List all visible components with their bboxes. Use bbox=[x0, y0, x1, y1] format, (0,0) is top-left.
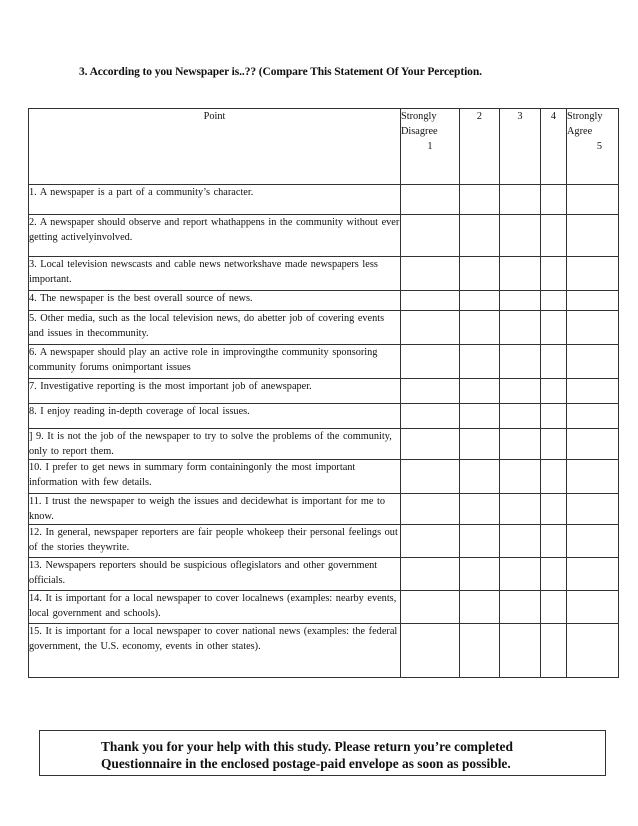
rating-cell-2[interactable] bbox=[460, 311, 500, 345]
rating-cell-2[interactable] bbox=[460, 379, 500, 404]
thank-you-box bbox=[39, 730, 606, 776]
header-sa-line2: Agree bbox=[567, 126, 593, 137]
table-row bbox=[29, 185, 619, 215]
statement-cell: 13. Newspapers reporters should be suspicious oflegislators and other government officials. bbox=[29, 558, 401, 591]
rating-cell-2[interactable] bbox=[460, 494, 500, 525]
rating-cell-2[interactable] bbox=[460, 404, 500, 429]
table-row bbox=[29, 379, 619, 404]
statement-cell: 4. The newspaper is the best overall source of news. bbox=[29, 291, 401, 311]
table-row bbox=[29, 404, 619, 429]
rating-cell-2[interactable] bbox=[460, 291, 500, 311]
rating-cell-1[interactable] bbox=[401, 558, 460, 591]
rating-cell-3[interactable] bbox=[500, 460, 541, 494]
rating-cell-4[interactable] bbox=[541, 558, 567, 591]
perception-table bbox=[28, 108, 619, 678]
rating-cell-4[interactable] bbox=[541, 311, 567, 345]
table-row bbox=[29, 215, 619, 257]
rating-cell-1[interactable] bbox=[401, 591, 460, 624]
statement-cell: 3. Local television newscasts and cable news networkshave made newspapers less important. bbox=[29, 257, 401, 291]
rating-cell-4[interactable] bbox=[541, 591, 567, 624]
statement-cell: 14. It is important for a local newspaper to cover localnews (examples: nearby events, local government and schools). bbox=[29, 591, 401, 624]
header-col-4: 4 bbox=[541, 109, 567, 185]
statement-cell: 1. A newspaper is a part of a community’s character. bbox=[29, 185, 401, 215]
table-row bbox=[29, 624, 619, 678]
rating-cell-1[interactable] bbox=[401, 460, 460, 494]
rating-cell-5[interactable] bbox=[567, 185, 619, 215]
rating-cell-5[interactable] bbox=[567, 215, 619, 257]
rating-cell-4[interactable] bbox=[541, 404, 567, 429]
rating-cell-4[interactable] bbox=[541, 257, 567, 291]
rating-cell-2[interactable] bbox=[460, 345, 500, 379]
rating-cell-3[interactable] bbox=[500, 429, 541, 460]
rating-cell-2[interactable] bbox=[460, 185, 500, 215]
rating-cell-1[interactable] bbox=[401, 379, 460, 404]
rating-cell-3[interactable] bbox=[500, 185, 541, 215]
rating-cell-5[interactable] bbox=[567, 257, 619, 291]
table-header-row bbox=[29, 109, 619, 185]
rating-cell-2[interactable] bbox=[460, 624, 500, 678]
rating-cell-2[interactable] bbox=[460, 257, 500, 291]
rating-cell-3[interactable] bbox=[500, 291, 541, 311]
header-col-2: 2 bbox=[460, 109, 500, 185]
rating-cell-1[interactable] bbox=[401, 624, 460, 678]
header-point: Point bbox=[29, 109, 401, 185]
rating-cell-1[interactable] bbox=[401, 185, 460, 215]
statement-cell: 5. Other media, such as the local television news, do abetter job of covering events and issues in thecommunity. bbox=[29, 311, 401, 345]
table-row bbox=[29, 525, 619, 558]
rating-cell-4[interactable] bbox=[541, 624, 567, 678]
rating-cell-3[interactable] bbox=[500, 404, 541, 429]
rating-cell-5[interactable] bbox=[567, 460, 619, 494]
rating-cell-2[interactable] bbox=[460, 460, 500, 494]
rating-cell-4[interactable] bbox=[541, 185, 567, 215]
statement-cell: 15. It is important for a local newspaper to cover national news (examples: the federal government, the U.S. economy, events in other states). bbox=[29, 624, 401, 678]
rating-cell-1[interactable] bbox=[401, 291, 460, 311]
rating-cell-3[interactable] bbox=[500, 379, 541, 404]
rating-cell-3[interactable] bbox=[500, 345, 541, 379]
rating-cell-2[interactable] bbox=[460, 429, 500, 460]
table-row bbox=[29, 257, 619, 291]
rating-cell-5[interactable] bbox=[567, 591, 619, 624]
rating-cell-5[interactable] bbox=[567, 429, 619, 460]
rating-cell-1[interactable] bbox=[401, 215, 460, 257]
thank-you-line2: Questionnaire in the enclosed postage-paid envelope as soon as possible. bbox=[101, 756, 511, 771]
rating-cell-5[interactable] bbox=[567, 291, 619, 311]
rating-cell-2[interactable] bbox=[460, 558, 500, 591]
rating-cell-1[interactable] bbox=[401, 494, 460, 525]
rating-cell-4[interactable] bbox=[541, 379, 567, 404]
rating-cell-3[interactable] bbox=[500, 591, 541, 624]
statement-cell: 7. Investigative reporting is the most important job of anewspaper. bbox=[29, 379, 401, 404]
header-col-3: 3 bbox=[500, 109, 541, 185]
table-row bbox=[29, 291, 619, 311]
rating-cell-5[interactable] bbox=[567, 624, 619, 678]
rating-cell-5[interactable] bbox=[567, 404, 619, 429]
rating-cell-3[interactable] bbox=[500, 624, 541, 678]
rating-cell-4[interactable] bbox=[541, 291, 567, 311]
header-sa-num: 5 bbox=[596, 141, 602, 152]
rating-cell-1[interactable] bbox=[401, 525, 460, 558]
statement-cell: 12. In general, newspaper reporters are fair people whokeep their personal feelings out of the stories theywrite. bbox=[29, 525, 401, 558]
rating-cell-5[interactable] bbox=[567, 494, 619, 525]
rating-cell-2[interactable] bbox=[460, 215, 500, 257]
rating-cell-4[interactable] bbox=[541, 429, 567, 460]
rating-cell-5[interactable] bbox=[567, 345, 619, 379]
rating-cell-5[interactable] bbox=[567, 558, 619, 591]
rating-cell-1[interactable] bbox=[401, 311, 460, 345]
statement-cell: 11. I trust the newspaper to weigh the issues and decidewhat is important for me to know. bbox=[29, 494, 401, 525]
header-strongly-agree bbox=[567, 109, 619, 185]
table-row bbox=[29, 345, 619, 379]
statement-cell: 6. A newspaper should play an active role in improvingthe community sponsoring community forums onimportant issues bbox=[29, 345, 401, 379]
table-row bbox=[29, 558, 619, 591]
rating-cell-3[interactable] bbox=[500, 558, 541, 591]
statement-cell: 10. I prefer to get news in summary form containingonly the most important information with few details. bbox=[29, 460, 401, 494]
rating-cell-5[interactable] bbox=[567, 525, 619, 558]
table-row bbox=[29, 591, 619, 624]
statement-cell: 8. I enjoy reading in-depth coverage of local issues. bbox=[29, 404, 401, 429]
rating-cell-3[interactable] bbox=[500, 257, 541, 291]
rating-cell-1[interactable] bbox=[401, 429, 460, 460]
rating-cell-2[interactable] bbox=[460, 525, 500, 558]
rating-cell-4[interactable] bbox=[541, 494, 567, 525]
rating-cell-5[interactable] bbox=[567, 311, 619, 345]
rating-cell-1[interactable] bbox=[401, 257, 460, 291]
rating-cell-4[interactable] bbox=[541, 460, 567, 494]
thank-you-line1: Thank you for your help with this study. Please return you’re completed bbox=[101, 739, 513, 754]
table-row bbox=[29, 494, 619, 525]
header-sd-line1: Strongly bbox=[401, 111, 437, 122]
rating-cell-3[interactable] bbox=[500, 494, 541, 525]
header-sd-line2: Disagree bbox=[401, 126, 438, 137]
rating-cell-4[interactable] bbox=[541, 215, 567, 257]
question-heading: 3. According to you Newspaper is..?? (Compare This Statement Of Your Perception. bbox=[79, 66, 482, 78]
header-sd-num: 1 bbox=[427, 141, 433, 152]
header-strongly-disagree bbox=[401, 109, 460, 185]
rating-cell-1[interactable] bbox=[401, 404, 460, 429]
rating-cell-1[interactable] bbox=[401, 345, 460, 379]
rating-cell-3[interactable] bbox=[500, 311, 541, 345]
statement-cell: ] 9. It is not the job of the newspaper to try to solve the problems of the community, only to report them. bbox=[29, 429, 401, 460]
statement-cell: 2. A newspaper should observe and report whathappens in the community without ever getting activelyinvolved. bbox=[29, 215, 401, 257]
rating-cell-4[interactable] bbox=[541, 525, 567, 558]
header-sa-line1: Strongly bbox=[567, 111, 603, 122]
table-row bbox=[29, 429, 619, 460]
rating-cell-5[interactable] bbox=[567, 379, 619, 404]
rating-cell-2[interactable] bbox=[460, 591, 500, 624]
table-row bbox=[29, 311, 619, 345]
rating-cell-3[interactable] bbox=[500, 525, 541, 558]
rating-cell-4[interactable] bbox=[541, 345, 567, 379]
rating-cell-3[interactable] bbox=[500, 215, 541, 257]
table-row bbox=[29, 460, 619, 494]
